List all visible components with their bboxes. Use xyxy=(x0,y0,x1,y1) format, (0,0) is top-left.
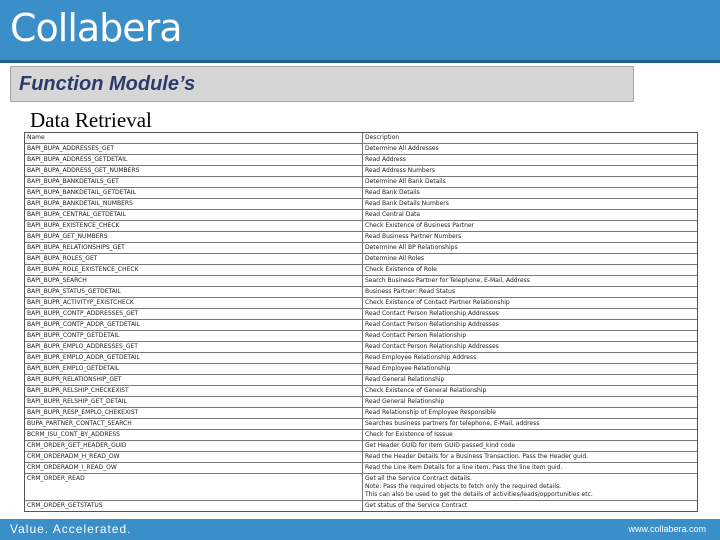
cell-description: Read Address Numbers xyxy=(365,167,436,174)
cell-name: BAPI_BUPR_CONTP_GETDETAIL xyxy=(25,331,363,341)
cell-description: Read the Line Item Details for a line item. Pass the line item guid. xyxy=(365,464,563,471)
cell-description: Search Business Partner for Telephone, E-Mail, Address xyxy=(365,277,530,284)
cell-description: Read Central Data xyxy=(365,211,421,218)
cell-name: BAPI_BUPA_ADDRESS_GETDETAIL xyxy=(25,155,363,165)
cell-description: Determine All Bank Details xyxy=(365,178,446,185)
header-bar xyxy=(0,0,720,60)
table-row xyxy=(25,232,697,243)
cell-description: Read Address xyxy=(365,156,406,163)
table-row xyxy=(25,408,697,419)
cell-name: BAPI_BUPA_BANKDETAILS_GET xyxy=(25,177,363,187)
cell-description: Read Contact Person Relationship xyxy=(365,332,467,339)
cell-name: BAPI_BUPR_ACTIVITYP_EXISTCHECK xyxy=(25,298,363,308)
table-row xyxy=(25,243,697,254)
cell-description: Read Contact Person Relationship Addresses xyxy=(365,343,499,350)
cell-description: Determine All BP Relationships xyxy=(365,244,458,251)
cell-description: Read Contact Person Relationship Addresses xyxy=(365,310,499,317)
cell-description: Get Header GUID for Item GUID passed_kind code xyxy=(365,442,516,449)
table-row xyxy=(25,155,697,166)
cell-name: BAPI_BUPR_RELSHIP_GET_DETAIL xyxy=(25,397,363,407)
cell-description: Read General Relationship xyxy=(365,398,445,405)
cell-description: Read Bank Details Numbers xyxy=(365,200,449,207)
cell-name: BAPI_BUPR_RELSHIP_CHECKEXIST xyxy=(25,386,363,396)
cell-description: Read General Relationship xyxy=(365,376,445,383)
cell-name: BAPI_BUPA_BANKDETAIL_NUMBERS xyxy=(25,199,363,209)
cell-description: Read the Header Details for a Business Transaction. Pass the Header guid. xyxy=(365,453,589,460)
table-row xyxy=(25,210,697,221)
cell-description: Read Employee Relationship xyxy=(365,365,451,372)
cell-name: BAPI_BUPA_BANKDETAIL_GETDETAIL xyxy=(25,188,363,198)
collabera-logo: Collabera xyxy=(10,6,182,50)
cell-description: Check for Existence of Isssue xyxy=(365,431,453,438)
cell-description: Read Business Partner Numbers xyxy=(365,233,462,240)
cell-description: Check Existence of Role xyxy=(365,266,437,273)
cell-description: Check Existence of Business Partner xyxy=(365,222,475,229)
cell-name: CRM_ORDER_GETSTATUS xyxy=(25,501,363,511)
cell-name: BAPI_BUPR_CONTP_ADDRESSES_GET xyxy=(25,309,363,319)
table-row xyxy=(25,419,697,430)
cell-name: BAPI_BUPA_RELATIONSHIPS_GET xyxy=(25,243,363,253)
cell-description: Business Partner: Read Status xyxy=(365,288,456,295)
cell-name: BAPI_BUPA_GET_NUMBERS xyxy=(25,232,363,242)
table-row xyxy=(25,166,697,177)
table-row xyxy=(25,254,697,265)
table-row xyxy=(25,364,697,375)
table-row xyxy=(25,188,697,199)
table-header-row xyxy=(25,133,697,144)
cell-name: CRM_ORDERADM_H_READ_OW xyxy=(25,452,363,462)
footer-bar xyxy=(0,519,720,540)
column-header-description: Description xyxy=(365,134,400,141)
column-header-name: Name xyxy=(25,133,363,143)
cell-name: CRM_ORDER_GET_HEADER_GUID xyxy=(25,441,363,451)
table-row xyxy=(25,144,697,155)
cell-name: BAPI_BUPR_EMPLO_ADDRESSES_GET xyxy=(25,342,363,352)
header-divider xyxy=(0,60,720,63)
table-row xyxy=(25,221,697,232)
cell-description: Read Employee Relationship Address xyxy=(365,354,477,361)
cell-name: CRM_ORDERADM_I_READ_OW xyxy=(25,463,363,473)
cell-description: Get status of the Service Contract xyxy=(365,502,468,509)
cell-description: Determine All Addresses xyxy=(365,145,439,152)
cell-description: Read Bank Details xyxy=(365,189,420,196)
table-row xyxy=(25,452,697,463)
cell-name: BAPI_BUPA_ADDRESS_GET_NUMBERS xyxy=(25,166,363,176)
table-row xyxy=(25,331,697,342)
cell-name: BAPI_BUPA_ROLE_EXISTENCE_CHECK xyxy=(25,265,363,275)
cell-name: BAPI_BUPA_CENTRAL_GETDETAIL xyxy=(25,210,363,220)
cell-description: Check Existence of General Relationship xyxy=(365,387,487,394)
cell-description: Read Contact Person Relationship Addresses xyxy=(365,321,499,328)
cell-description: Read Relationship of Employee Responsible xyxy=(365,409,496,416)
table-row xyxy=(25,199,697,210)
table-row xyxy=(25,298,697,309)
table-row xyxy=(25,309,697,320)
table-row xyxy=(25,276,697,287)
table-row xyxy=(25,353,697,364)
cell-name: CRM_ORDER_READ xyxy=(25,474,363,500)
footer-url: www.collabera.com xyxy=(628,524,706,534)
table-row xyxy=(25,441,697,452)
cell-name: BAPI_BUPR_EMPLO_ADDR_GETDETAIL xyxy=(25,353,363,363)
table-row xyxy=(25,430,697,441)
cell-name: BAPI_BUPA_SEARCH xyxy=(25,276,363,286)
section-title-bar xyxy=(10,66,634,102)
cell-name: BAPI_BUPA_ADDRESSES_GET xyxy=(25,144,363,154)
cell-name: BAPI_BUPR_RELATIONSHIP_GET xyxy=(25,375,363,385)
cell-name: BAPI_BUPA_ROLES_GET xyxy=(25,254,363,264)
function-module-table xyxy=(24,132,698,512)
cell-name: BAPI_BUPR_CONTP_ADDR_GETDETAIL xyxy=(25,320,363,330)
cell-name: BAPI_BUPA_STATUS_GETDETAIL xyxy=(25,287,363,297)
cell-name: BAPI_BUPA_EXISTENCE_CHECK xyxy=(25,221,363,231)
cell-name: BAPI_BUPR_EMPLO_GETDETAIL xyxy=(25,364,363,374)
table-row xyxy=(25,177,697,188)
table-row xyxy=(25,320,697,331)
table-row xyxy=(25,463,697,474)
table-row xyxy=(25,375,697,386)
cell-name: BAPI_BUPR_RESP_EMPLO_CHEKEXIST xyxy=(25,408,363,418)
page-subtitle: Data Retrieval xyxy=(30,108,152,132)
cell-description: Searches business partners for telephone, E-Mail, address xyxy=(365,420,540,427)
table-row xyxy=(25,386,697,397)
table-row xyxy=(25,342,697,353)
table-row xyxy=(25,397,697,408)
table-row xyxy=(25,287,697,298)
table-row xyxy=(25,501,697,511)
cell-name: BUPA_PARTNER_CONTACT_SEARCH xyxy=(25,419,363,429)
cell-name: BCRM_ISU_CONT_BY_ADDRESS xyxy=(25,430,363,440)
cell-description: Determine All Roles xyxy=(365,255,425,262)
footer-tagline: Value. Accelerated. xyxy=(10,522,132,536)
section-title: Function Module’s xyxy=(19,73,196,95)
cell-description: Check Existence of Contact Partner Relationship xyxy=(365,299,510,306)
table-row xyxy=(25,474,697,501)
table-row xyxy=(25,265,697,276)
cell-description: Get all the Service Contract details. Note: Pass the required objects to fetch only the required details. This can also be used to get the details of activities/leads/opportunities etc. xyxy=(365,475,593,498)
